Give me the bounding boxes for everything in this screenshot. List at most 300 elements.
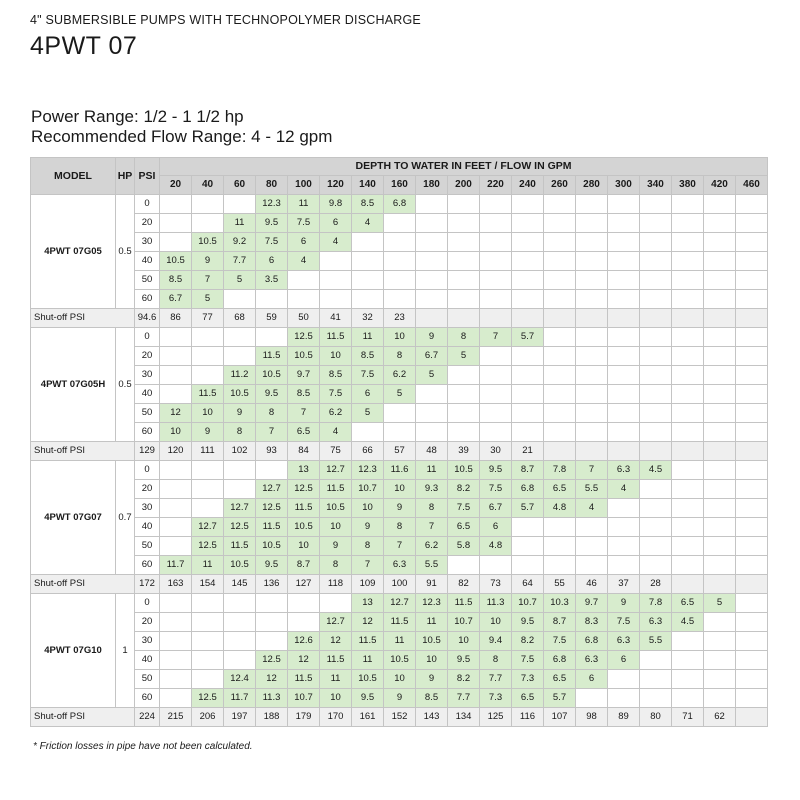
flow-cell: 10: [416, 651, 448, 670]
flow-cell: [480, 271, 512, 290]
shutoff-cell: 163: [160, 575, 192, 594]
flow-cell: 9.5: [448, 651, 480, 670]
flow-cell: [544, 214, 576, 233]
flow-cell: [576, 347, 608, 366]
flow-cell: [672, 347, 704, 366]
flow-cell: [224, 195, 256, 214]
flow-cell: 10.5: [256, 537, 288, 556]
flow-cell: 9: [416, 670, 448, 689]
flow-cell: 9: [384, 689, 416, 708]
flow-cell: [160, 214, 192, 233]
flow-cell: [576, 214, 608, 233]
flow-cell: [576, 252, 608, 271]
table-row: [31, 480, 768, 499]
flow-cell: 6.3: [608, 461, 640, 480]
flow-cell: 9: [192, 252, 224, 271]
psi-cell: 20: [135, 347, 160, 366]
psi-cell: 0: [135, 195, 160, 214]
flow-cell: [704, 404, 736, 423]
shutoff-cell: [512, 309, 544, 328]
flow-cell: 11.5: [288, 670, 320, 689]
flow-cell: [480, 385, 512, 404]
shutoff-cell: [448, 309, 480, 328]
flow-cell: [416, 271, 448, 290]
flow-cell: [736, 404, 768, 423]
flow-cell: [416, 214, 448, 233]
shutoff-cell: 23: [384, 309, 416, 328]
flow-cell: 10.5: [320, 499, 352, 518]
flow-cell: 7: [480, 328, 512, 347]
flow-cell: [288, 594, 320, 613]
shutoff-cell: 143: [416, 708, 448, 727]
flow-cell: [224, 347, 256, 366]
shutoff-label: Shut-off PSI: [31, 708, 135, 727]
flow-cell: [704, 271, 736, 290]
depth-header-cell: 240: [512, 176, 544, 195]
shutoff-cell: 32: [352, 309, 384, 328]
psi-cell: 60: [135, 423, 160, 442]
flow-cell: [160, 689, 192, 708]
psi-cell: 30: [135, 632, 160, 651]
table-row: [31, 537, 768, 556]
flow-cell: [544, 537, 576, 556]
flow-cell: 8.2: [512, 632, 544, 651]
flow-cell: 5.8: [448, 537, 480, 556]
flow-cell: [384, 252, 416, 271]
flow-cell: [704, 518, 736, 537]
shutoff-row: [31, 575, 768, 594]
shutoff-cell: 134: [448, 708, 480, 727]
flow-cell: [736, 518, 768, 537]
shutoff-cell: 91: [416, 575, 448, 594]
flow-cell: 4: [320, 233, 352, 252]
flow-cell: [160, 613, 192, 632]
flow-cell: 6: [576, 670, 608, 689]
shutoff-cell: 100: [384, 575, 416, 594]
psi-cell: 20: [135, 480, 160, 499]
flow-cell: [160, 518, 192, 537]
flow-cell: [736, 537, 768, 556]
table-row: [31, 689, 768, 708]
flow-cell: [512, 556, 544, 575]
depth-header-cell: 200: [448, 176, 480, 195]
flow-cell: 6.7: [480, 499, 512, 518]
flow-cell: [288, 290, 320, 309]
flow-cell: [704, 689, 736, 708]
table-row: [31, 651, 768, 670]
flow-cell: 8.5: [160, 271, 192, 290]
table-row: [31, 347, 768, 366]
flow-cell: [640, 480, 672, 499]
flow-cell: [512, 366, 544, 385]
depth-header-cell: 340: [640, 176, 672, 195]
flow-cell: [512, 537, 544, 556]
flow-cell: [640, 423, 672, 442]
flow-cell: 10.5: [448, 461, 480, 480]
flow-cell: [448, 195, 480, 214]
flow-cell: [608, 347, 640, 366]
flow-cell: 11.2: [224, 366, 256, 385]
shutoff-cell: 197: [224, 708, 256, 727]
shutoff-cell: 82: [448, 575, 480, 594]
flow-cell: 12.6: [288, 632, 320, 651]
flow-cell: [480, 366, 512, 385]
shutoff-cell: [544, 442, 576, 461]
shutoff-cell: 28: [640, 575, 672, 594]
flow-cell: [384, 404, 416, 423]
flow-cell: [352, 233, 384, 252]
flow-cell: [576, 518, 608, 537]
table-row: [31, 214, 768, 233]
flow-cell: [448, 366, 480, 385]
table-row: [31, 670, 768, 689]
flow-cell: [480, 556, 512, 575]
flow-cell: [352, 271, 384, 290]
depth-header-cell: 140: [352, 176, 384, 195]
flow-cell: [704, 290, 736, 309]
flow-cell: 8.5: [352, 347, 384, 366]
flow-cell: 12.5: [224, 518, 256, 537]
model-name: 4PWT 07G07: [31, 461, 116, 575]
flow-cell: 11.5: [448, 594, 480, 613]
depth-header-cell: 300: [608, 176, 640, 195]
flow-cell: [736, 328, 768, 347]
flow-cell: [576, 366, 608, 385]
flow-cell: [160, 461, 192, 480]
flow-cell: [256, 594, 288, 613]
flow-cell: [192, 670, 224, 689]
flow-cell: [544, 290, 576, 309]
flow-cell: [480, 423, 512, 442]
psi-cell: 20: [135, 613, 160, 632]
table-row: [31, 366, 768, 385]
model-name: 4PWT 07G05: [31, 195, 116, 309]
header-depth: DEPTH TO WATER IN FEET / FLOW IN GPM: [160, 158, 768, 176]
flow-cell: 10.7: [288, 689, 320, 708]
flow-cell: [576, 404, 608, 423]
shutoff-label: Shut-off PSI: [31, 575, 135, 594]
flow-cell: [192, 461, 224, 480]
flow-cell: [640, 290, 672, 309]
flow-cell: 9: [320, 537, 352, 556]
document-subtitle: 4" SUBMERSIBLE PUMPS WITH TECHNOPOLYMER DISCHARGE: [30, 13, 421, 27]
flow-cell: 11.5: [320, 651, 352, 670]
flow-cell: [512, 423, 544, 442]
flow-cell: 7: [288, 404, 320, 423]
flow-cell: [256, 613, 288, 632]
flow-cell: 9.7: [288, 366, 320, 385]
flow-cell: [288, 271, 320, 290]
flow-cell: [672, 537, 704, 556]
flow-cell: 10: [320, 689, 352, 708]
flow-cell: 4: [320, 423, 352, 442]
flow-cell: 8: [320, 556, 352, 575]
flow-cell: 10.7: [448, 613, 480, 632]
flow-cell: 9.5: [480, 461, 512, 480]
flow-cell: 6.8: [576, 632, 608, 651]
flow-cell: 4.5: [640, 461, 672, 480]
flow-cell: 9.3: [416, 480, 448, 499]
flow-cell: [672, 366, 704, 385]
flow-cell: [672, 670, 704, 689]
flow-cell: [640, 195, 672, 214]
flow-cell: [576, 537, 608, 556]
flow-cell: 11: [224, 214, 256, 233]
flow-cell: 3.5: [256, 271, 288, 290]
flow-cell: [576, 385, 608, 404]
flow-cell: [640, 689, 672, 708]
table-row: [31, 499, 768, 518]
flow-cell: 11: [352, 651, 384, 670]
shutoff-cell: 116: [512, 708, 544, 727]
flow-cell: 10.5: [288, 518, 320, 537]
flow-cell: [672, 461, 704, 480]
shutoff-cell: [480, 309, 512, 328]
flow-cell: [448, 385, 480, 404]
flow-cell: [640, 670, 672, 689]
flow-cell: 11: [288, 195, 320, 214]
flow-cell: [704, 214, 736, 233]
flow-cell: 11: [384, 632, 416, 651]
shutoff-cell: 57: [384, 442, 416, 461]
shutoff-cell: 127: [288, 575, 320, 594]
flow-cell: [160, 328, 192, 347]
flow-cell: [608, 214, 640, 233]
flow-cell: 7.5: [544, 632, 576, 651]
flow-cell: 6.2: [416, 537, 448, 556]
flow-cell: [736, 594, 768, 613]
shutoff-cell: 68: [224, 309, 256, 328]
flow-cell: [736, 499, 768, 518]
flow-cell: [448, 404, 480, 423]
header-hp: HP: [116, 158, 135, 195]
depth-header-cell: 80: [256, 176, 288, 195]
flow-cell: [320, 252, 352, 271]
shutoff-cell: [672, 575, 704, 594]
flow-cell: [448, 423, 480, 442]
flow-cell: 7.5: [352, 366, 384, 385]
flow-cell: [704, 328, 736, 347]
flow-cell: [736, 233, 768, 252]
flow-cell: 12.3: [416, 594, 448, 613]
flow-cell: [672, 404, 704, 423]
flow-cell: [448, 214, 480, 233]
flow-cell: 6.7: [416, 347, 448, 366]
flow-cell: [640, 518, 672, 537]
flow-cell: [544, 328, 576, 347]
flow-cell: 6: [288, 233, 320, 252]
psi-cell: 60: [135, 689, 160, 708]
flow-cell: [544, 195, 576, 214]
flow-cell: [480, 195, 512, 214]
flow-cell: [736, 556, 768, 575]
flow-cell: 12.7: [192, 518, 224, 537]
table-row: [31, 594, 768, 613]
flow-cell: 8.2: [448, 670, 480, 689]
flow-cell: 6.3: [576, 651, 608, 670]
flow-cell: 10: [352, 499, 384, 518]
flow-cell: [672, 233, 704, 252]
flow-cell: [544, 366, 576, 385]
flow-cell: [192, 195, 224, 214]
flow-cell: [736, 195, 768, 214]
flow-cell: 10: [192, 404, 224, 423]
flow-cell: [224, 632, 256, 651]
flow-cell: [608, 689, 640, 708]
model-hp: 1: [116, 594, 135, 708]
flow-cell: [704, 461, 736, 480]
flow-cell: [512, 347, 544, 366]
flow-cell: 9.5: [512, 613, 544, 632]
shutoff-label: Shut-off PSI: [31, 309, 135, 328]
flow-cell: [384, 214, 416, 233]
flow-cell: 4: [352, 214, 384, 233]
flow-cell: [224, 290, 256, 309]
shutoff-psi: 172: [135, 575, 160, 594]
flow-cell: 10: [480, 613, 512, 632]
flow-cell: 12: [352, 613, 384, 632]
flow-cell: 8.5: [352, 195, 384, 214]
shutoff-cell: 77: [192, 309, 224, 328]
shutoff-cell: [640, 309, 672, 328]
flow-cell: 12.7: [320, 461, 352, 480]
flow-cell: [160, 347, 192, 366]
flow-cell: 6: [256, 252, 288, 271]
flow-cell: [704, 233, 736, 252]
shutoff-cell: [704, 575, 736, 594]
flow-cell: [672, 271, 704, 290]
model-name: 4PWT 07G05H: [31, 328, 116, 442]
flow-cell: 10.5: [256, 366, 288, 385]
flow-cell: 11.6: [384, 461, 416, 480]
flow-cell: [160, 480, 192, 499]
shutoff-cell: 86: [160, 309, 192, 328]
flow-cell: 12.3: [352, 461, 384, 480]
shutoff-cell: 215: [160, 708, 192, 727]
flow-cell: [160, 537, 192, 556]
flow-cell: 4.8: [480, 537, 512, 556]
flow-cell: [480, 233, 512, 252]
flow-cell: 10.7: [512, 594, 544, 613]
flow-cell: [192, 651, 224, 670]
model-hp: 0.7: [116, 461, 135, 575]
shutoff-cell: 73: [480, 575, 512, 594]
flow-cell: 8.5: [288, 385, 320, 404]
flow-cell: [224, 594, 256, 613]
flow-cell: 7.7: [480, 670, 512, 689]
flow-cell: [544, 347, 576, 366]
shutoff-psi: 94.6: [135, 309, 160, 328]
flow-cell: [736, 252, 768, 271]
flow-cell: [512, 195, 544, 214]
flow-cell: [576, 195, 608, 214]
psi-cell: 0: [135, 594, 160, 613]
flow-cell: 8: [224, 423, 256, 442]
flow-cell: 8.3: [576, 613, 608, 632]
flow-cell: 6.8: [544, 651, 576, 670]
shutoff-cell: 118: [320, 575, 352, 594]
flow-cell: 7.3: [480, 689, 512, 708]
flow-cell: [608, 404, 640, 423]
flow-cell: 10: [384, 480, 416, 499]
flow-cell: 6.5: [448, 518, 480, 537]
psi-cell: 40: [135, 385, 160, 404]
depth-header-cell: 60: [224, 176, 256, 195]
shutoff-cell: [608, 442, 640, 461]
shutoff-cell: 80: [640, 708, 672, 727]
flow-cell: [704, 556, 736, 575]
flow-cell: [416, 385, 448, 404]
flow-cell: 10.3: [544, 594, 576, 613]
shutoff-cell: [640, 442, 672, 461]
flow-cell: 10.5: [288, 347, 320, 366]
flow-cell: [320, 290, 352, 309]
flow-cell: [192, 594, 224, 613]
flow-cell: [704, 195, 736, 214]
flow-cell: [736, 385, 768, 404]
shutoff-cell: 136: [256, 575, 288, 594]
flow-cell: [416, 233, 448, 252]
flow-cell: 7: [256, 423, 288, 442]
flow-cell: [736, 423, 768, 442]
psi-cell: 60: [135, 556, 160, 575]
flow-cell: 9.4: [480, 632, 512, 651]
flow-cell: [672, 689, 704, 708]
table-row: [31, 613, 768, 632]
psi-cell: 0: [135, 328, 160, 347]
flow-cell: [736, 366, 768, 385]
flow-cell: 7: [576, 461, 608, 480]
table-row: [31, 518, 768, 537]
flow-cell: [448, 271, 480, 290]
shutoff-cell: 179: [288, 708, 320, 727]
flow-cell: [640, 271, 672, 290]
flow-cell: [640, 499, 672, 518]
flow-cell: 11.5: [288, 499, 320, 518]
flow-cell: 11.3: [256, 689, 288, 708]
flow-cell: [512, 214, 544, 233]
psi-cell: 60: [135, 290, 160, 309]
psi-cell: 40: [135, 651, 160, 670]
flow-cell: 10: [384, 670, 416, 689]
flow-cell: [576, 556, 608, 575]
flow-cell: 9.5: [256, 214, 288, 233]
flow-cell: [704, 385, 736, 404]
flow-cell: 9: [416, 328, 448, 347]
flow-cell: [736, 461, 768, 480]
flow-cell: 11.7: [224, 689, 256, 708]
flow-cell: 9.5: [256, 385, 288, 404]
psi-cell: 30: [135, 366, 160, 385]
flow-cell: [704, 537, 736, 556]
shutoff-cell: [704, 442, 736, 461]
flow-cell: [160, 385, 192, 404]
flow-cell: [352, 290, 384, 309]
flow-cell: 12.5: [256, 651, 288, 670]
flow-cell: [480, 214, 512, 233]
flow-cell: 6.3: [608, 632, 640, 651]
shutoff-cell: [576, 442, 608, 461]
psi-cell: 50: [135, 404, 160, 423]
flow-cell: 5.5: [576, 480, 608, 499]
shutoff-cell: 170: [320, 708, 352, 727]
flow-cell: 11.5: [256, 347, 288, 366]
flow-cell: 9.5: [352, 689, 384, 708]
flow-cell: [160, 651, 192, 670]
flow-cell: 6.5: [288, 423, 320, 442]
flow-cell: [576, 423, 608, 442]
shutoff-cell: 59: [256, 309, 288, 328]
